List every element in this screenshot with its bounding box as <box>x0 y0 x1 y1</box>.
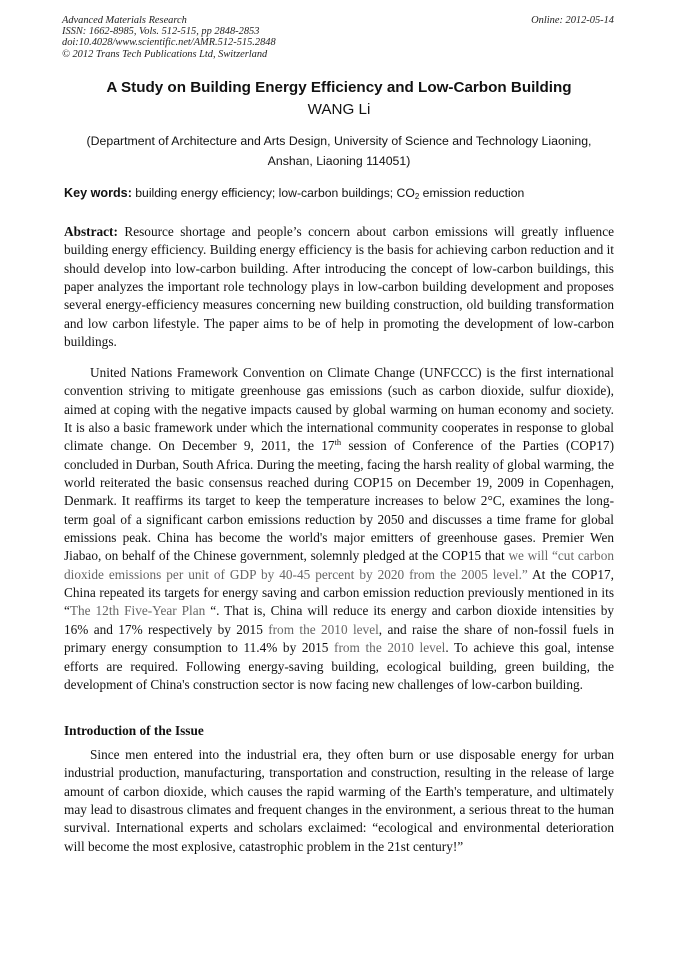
section-heading: Introduction of the Issue <box>64 723 204 738</box>
affiliation <box>70 131 608 171</box>
baseline-ref-1: from the 2010 level <box>268 621 379 637</box>
author-name: WANG Li <box>307 101 371 118</box>
abstract-label: Abstract: <box>64 224 118 239</box>
affiliation-line-2: Anshan, Liaoning 114051) <box>267 154 411 168</box>
intro-text-1: United Nations Framework Convention on Climate Change (UNFCCC) is the first international convention striving to mitigate greenhouse gas emissions (such as carbon dioxide, sulfur dioxide), aimed at coping with the negative impacts caused by global warming on human economy and society. It is also a basic framework under which the international community cooperates in response to global climate change. On December 9, 2011, the 17 <box>64 365 614 454</box>
section-paragraph: Since men entered into the industrial era, they often burn or use disposable energy for urban industrial production, manufacturing, transportation and construction, resulting in the release of large amount of carbon dioxide, which causes the rapid warming of the Earth's temperature, and ultimately may lead to disastrous climates and frequent changes in the environment, a serious threat to the human survival. International experts and scholars exclaimed: “ecological and environmental deterioration will become the most explosive, catastrophic problem in the 21st century!” <box>64 747 614 854</box>
keywords-label: Key words: <box>64 186 132 200</box>
abstract <box>64 223 614 351</box>
keywords <box>64 186 624 200</box>
doi-line[interactable]: doi:10.4028/www.scientific.net/AMR.512-515.2848 <box>62 37 276 49</box>
intro-text-3: At the COP17, China repeated its targets for energy saving and carbon emission reduction previously mentioned in its “ <box>64 566 614 619</box>
abstract-text: Resource shortage and people’s concern about carbon emissions will greatly influence building energy efficiency. Building energy efficiency is the basis for achieving carbon reduction and it should develop into low-carbon building. After introducing the concept of low-carbon buildings, this paper analyzes the important role technology plays in low-carbon building development and proposes several energy-efficiency measures concerning new building construction, old building transformation and low carbon lifestyle. The paper aims to be of help in promoting the development of low-carbon buildings. <box>64 224 614 350</box>
intro-text-2: session of Conference of the Parties (COP17) concluded in Durban, South Africa. During the meeting, facing the harsh reality of global warming, the world reiterated the basic consensus reached during COP15 on December 19, 2009 in Copenhagen, Denmark. It reaffirms its target to keep the temperature increases to below 2°C, examines the long-term goal of a significant carbon emissions reduction by 2050 and discusses a time frame for global emissions peak. China has become the world's major emitters of greenhouse gases. Premier Wen Jiabao, on behalf of the Chinese government, solemnly pledged at the COP15 that <box>64 438 614 564</box>
online-date: Online: 2012-05-14 <box>531 15 614 26</box>
journal-name: Advanced Materials Research <box>62 15 187 26</box>
paper-title: A Study on Building Energy Efficiency and Low-Carbon Building <box>106 79 572 96</box>
ordinal-superscript: th <box>334 437 342 448</box>
intro-text-4: “. That is, China will reduce its energy and carbon dioxide intensities by 16% and 17% respectively by 2015 <box>64 603 614 637</box>
five-year-plan-ref: The 12th Five-Year Plan <box>69 603 206 619</box>
keywords-text-end: emission reduction <box>419 186 525 200</box>
co2-subscript: 2 <box>414 192 420 201</box>
issn-line: ISSN: 1662-8985, Vols. 512-515, pp 2848-2853 <box>62 26 260 38</box>
keywords-text: building energy efficiency; low-carbon buildings; CO <box>131 186 415 200</box>
intro-paragraph <box>64 364 614 694</box>
journal-header <box>62 15 276 60</box>
baseline-ref-2: from the 2010 level <box>334 640 446 656</box>
affiliation-line-1: (Department of Architecture and Arts Design, University of Science and Technology Liaoning, <box>86 134 592 148</box>
copyright-line: © 2012 Trans Tech Publications Ltd, Switzerland <box>62 48 268 60</box>
intro-text-5: , and raise the share of non-fossil fuels in primary energy consumption to 11.4% by 2015 <box>64 621 614 656</box>
quote-cop15-pledge: we will “cut carbon dioxide emissions per unit of GDP by 40-45 percent by 2020 from the 2005 level.” <box>64 548 614 582</box>
intro-text-6: . To achieve this goal, intense efforts are required. Following energy-saving building, ecological building, green building, the development of China's construction sector is now facing new challenges of low-carbon building. <box>64 640 614 692</box>
